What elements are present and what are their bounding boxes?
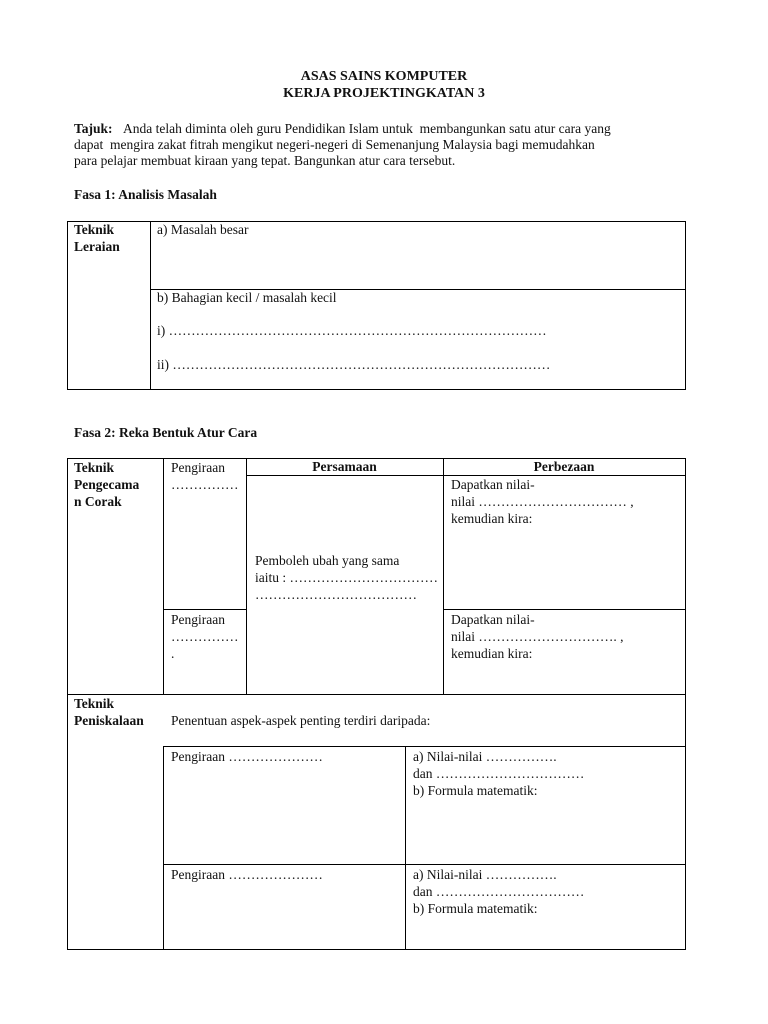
abstraction-values2-line-1: a) Nilai-nilai ……………. (413, 867, 557, 882)
header-persamaan: Persamaan (312, 459, 377, 474)
pattern-calc2-period: . (171, 646, 175, 661)
same-variable-line-3: ……………………………… (255, 587, 417, 602)
diff2-line-2: nilai …………………………. , (451, 629, 624, 644)
task-label: Tajuk: (74, 121, 113, 136)
pattern-calc1-blank: …………… (171, 477, 239, 492)
abstraction-values1-line-2: dan …………………………… (413, 766, 585, 781)
task-text-line-1: Anda telah diminta oleh guru Pendidikan Islam untuk membangunkan satu atur cara yang (123, 121, 611, 136)
abstraction-intro: Penentuan aspek-aspek penting terdiri daripada: (171, 713, 431, 728)
small-problem-item-1: i) ………………………………………………………………………… (157, 323, 547, 338)
document-subtitle: KERJA PROJEKTINGKATAN 3 (283, 86, 485, 101)
pattern-calc2-label: Pengiraan (171, 612, 225, 627)
header-perbezaan: Perbezaan (533, 459, 595, 474)
abstraction-technique-label-1: Teknik (74, 696, 115, 711)
big-problem-label: a) Masalah besar (157, 222, 249, 237)
pattern-technique-label-2: Pengecama (74, 477, 140, 492)
abstraction-values1-line-3: b) Formula matematik: (413, 783, 538, 798)
document-title: ASAS SAINS KOMPUTER (300, 69, 468, 84)
diff2-line-3: kemudian kira: (451, 646, 533, 661)
pattern-calc2-blank: …………… (171, 629, 239, 644)
small-problem-label: b) Bahagian kecil / masalah kecil (157, 290, 337, 305)
small-problem-item-2: ii) ………………………………………………………………………… (157, 357, 551, 372)
pattern-calc1-label: Pengiraan (171, 460, 225, 475)
abstraction-values2-line-3: b) Formula matematik: (413, 901, 538, 916)
abstraction-calc1: Pengiraan ………………… (171, 749, 323, 764)
abstraction-values2-line-2: dan …………………………… (413, 884, 585, 899)
diff1-line-1: Dapatkan nilai- (451, 477, 535, 492)
phase1-heading: Fasa 1: Analisis Masalah (74, 187, 217, 202)
phase1-technique-label-2: Leraian (74, 239, 120, 254)
phase1-technique-label-1: Teknik (74, 222, 115, 237)
same-variable-line-1: Pemboleh ubah yang sama (255, 553, 400, 568)
phase2-heading: Fasa 2: Reka Bentuk Atur Cara (74, 425, 258, 440)
pattern-technique-label-3: n Corak (74, 494, 122, 509)
diff1-line-2: nilai …………………………… , (451, 494, 634, 509)
abstraction-values1-line-1: a) Nilai-nilai ……………. (413, 749, 557, 764)
task-text-line-3: para pelajar membuat kiraan yang tepat. Bangunkan atur cara tersebut. (74, 153, 456, 168)
pattern-technique-label-1: Teknik (74, 460, 115, 475)
abstraction-technique-label-2: Peniskalaan (74, 713, 144, 728)
same-variable-line-2: iaitu : …………………………… (255, 570, 438, 585)
diff1-line-3: kemudian kira: (451, 511, 533, 526)
diff2-line-1: Dapatkan nilai- (451, 612, 535, 627)
task-text-line-2: dapat mengira zakat fitrah mengikut negeri-negeri di Semenanjung Malaysia bagi memudahkan (74, 137, 595, 152)
abstraction-calc2: Pengiraan ………………… (171, 867, 323, 882)
